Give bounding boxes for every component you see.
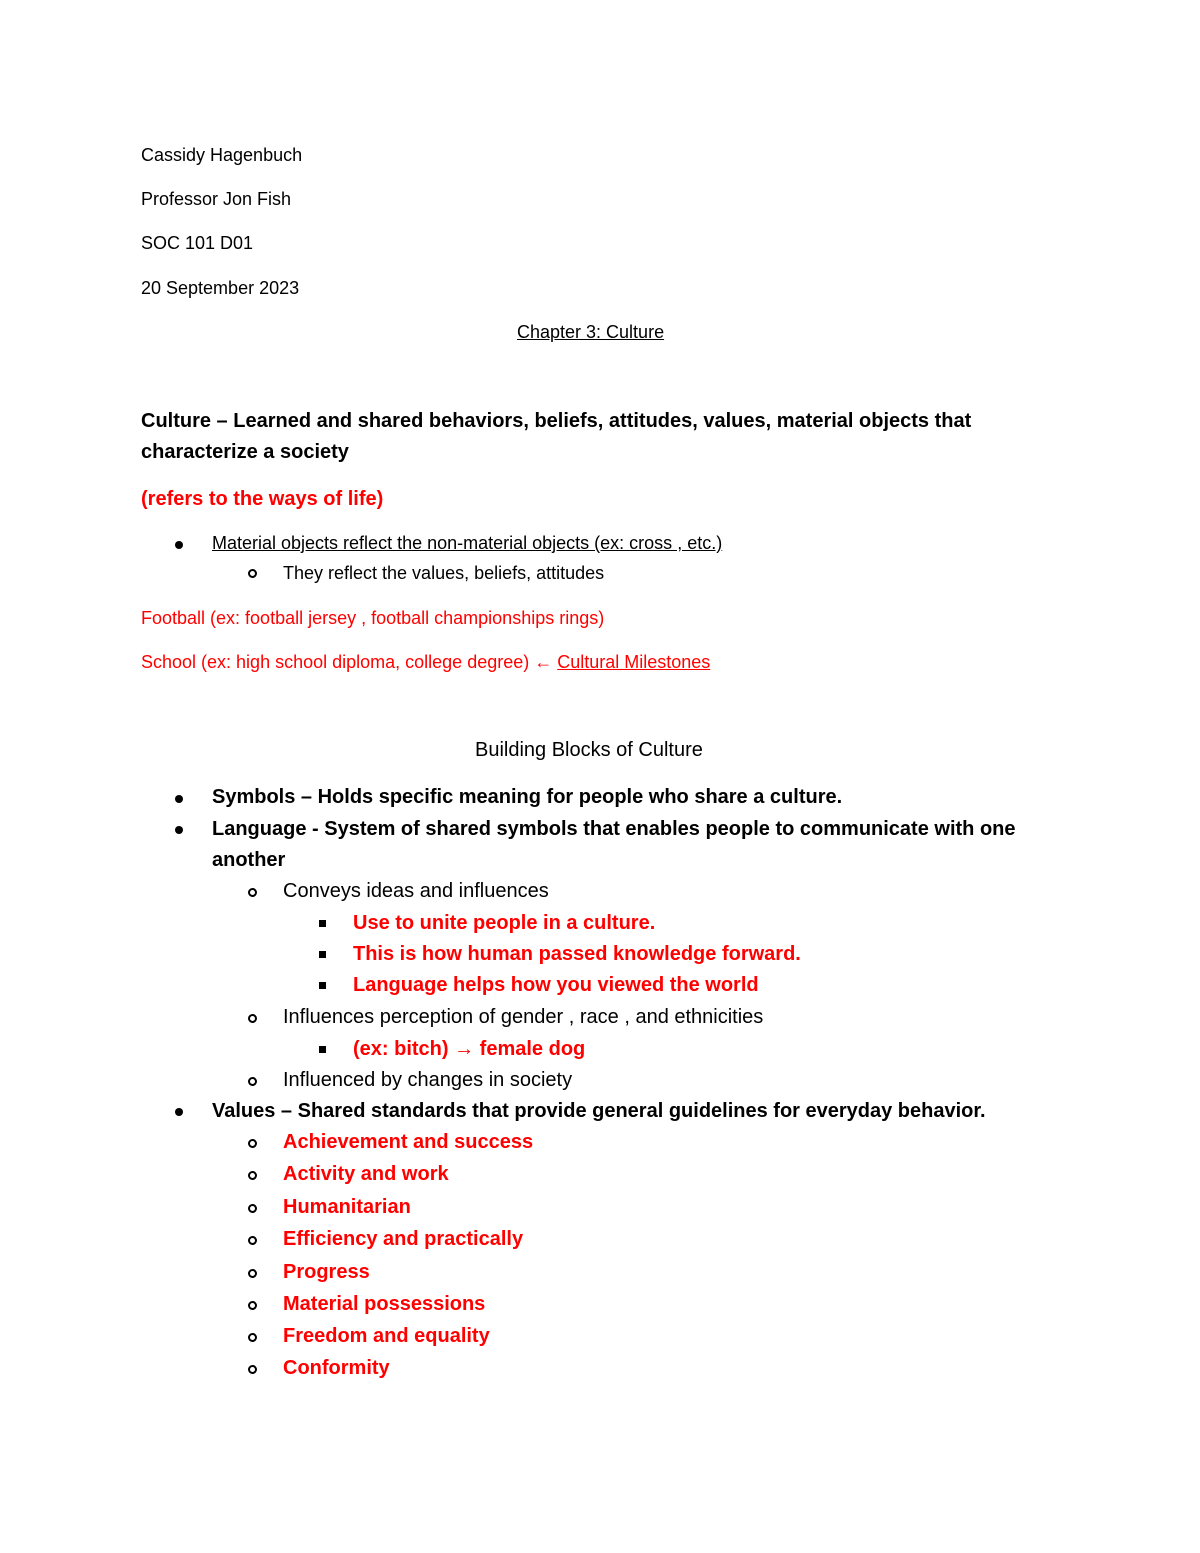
course-code: SOC 101 D01 <box>141 233 254 253</box>
school-example-text: School (ex: high school diploma, college degree) ← <box>141 652 558 672</box>
bullet-circle-icon <box>248 1171 257 1180</box>
bullet-square-icon <box>319 920 326 927</box>
knowledge-item: This is how human passed knowledge forward. <box>353 943 801 965</box>
bullet-square-icon <box>319 1046 326 1053</box>
document-date: 20 September 2023 <box>141 278 300 298</box>
football-example: Football (ex: football jersey , football championships rings) <box>141 608 605 628</box>
bullet-circle-icon <box>248 1269 257 1278</box>
value-item: Material possessions <box>283 1293 486 1315</box>
school-example <box>141 652 710 673</box>
bullet-circle-icon <box>248 1014 257 1023</box>
section-title: Building Blocks of Culture <box>475 739 703 761</box>
example-item: (ex: bitch) → female dog <box>353 1038 586 1060</box>
values-item: Values – Shared standards that provide general guidelines for everyday behavior. <box>212 1100 986 1122</box>
value-item: Humanitarian <box>283 1196 411 1218</box>
bullet-dot-icon <box>175 1108 183 1116</box>
value-item: Activity and work <box>283 1163 449 1185</box>
bullet-square-icon <box>319 982 326 989</box>
world-item: Language helps how you viewed the world <box>353 974 759 996</box>
bullet-circle-icon <box>248 569 257 578</box>
conveys-item: Conveys ideas and influences <box>283 880 549 902</box>
bullet-dot-icon <box>175 795 183 803</box>
language-item-line-2: another <box>212 849 286 871</box>
bullet-circle-icon <box>248 1365 257 1374</box>
bullet-circle-icon <box>248 888 257 897</box>
bullet-circle-icon <box>248 1333 257 1342</box>
bullet-dot-icon <box>175 826 183 834</box>
bullet-circle-icon <box>248 1077 257 1086</box>
value-item: Efficiency and practically <box>283 1228 524 1250</box>
bullet-dot-icon <box>175 541 183 549</box>
value-item: Conformity <box>283 1357 390 1379</box>
value-item: Achievement and success <box>283 1131 534 1153</box>
student-name: Cassidy Hagenbuch <box>141 145 303 165</box>
language-item-line-1: Language - System of shared symbols that enables people to communicate with one <box>212 818 1016 840</box>
definition-note: (refers to the ways of life) <box>141 488 384 510</box>
professor-name: Professor Jon Fish <box>141 189 292 209</box>
page-title: Chapter 3: Culture <box>517 322 665 342</box>
definition-line-1: Culture – Learned and shared behaviors, beliefs, attitudes, values, material objects that <box>141 410 972 432</box>
perception-item: Influences perception of gender , race , and ethnicities <box>283 1006 764 1028</box>
bullet-circle-icon <box>248 1301 257 1310</box>
bullet-circle-icon <box>248 1236 257 1245</box>
material-sub-bullet: They reflect the values, beliefs, attitudes <box>283 563 605 583</box>
bullet-square-icon <box>319 951 326 958</box>
value-item: Progress <box>283 1261 370 1283</box>
value-item: Freedom and equality <box>283 1325 490 1347</box>
changes-item: Influenced by changes in society <box>283 1069 573 1091</box>
material-bullet: Material objects reflect the non-material objects (ex: cross , etc.) <box>212 533 723 553</box>
definition-line-2: characterize a society <box>141 441 349 463</box>
symbols-item: Symbols – Holds specific meaning for people who share a culture. <box>212 786 843 808</box>
cultural-milestones-label: Cultural Milestones <box>557 652 711 672</box>
bullet-circle-icon <box>248 1139 257 1148</box>
unite-item: Use to unite people in a culture. <box>353 912 656 934</box>
bullet-circle-icon <box>248 1204 257 1213</box>
